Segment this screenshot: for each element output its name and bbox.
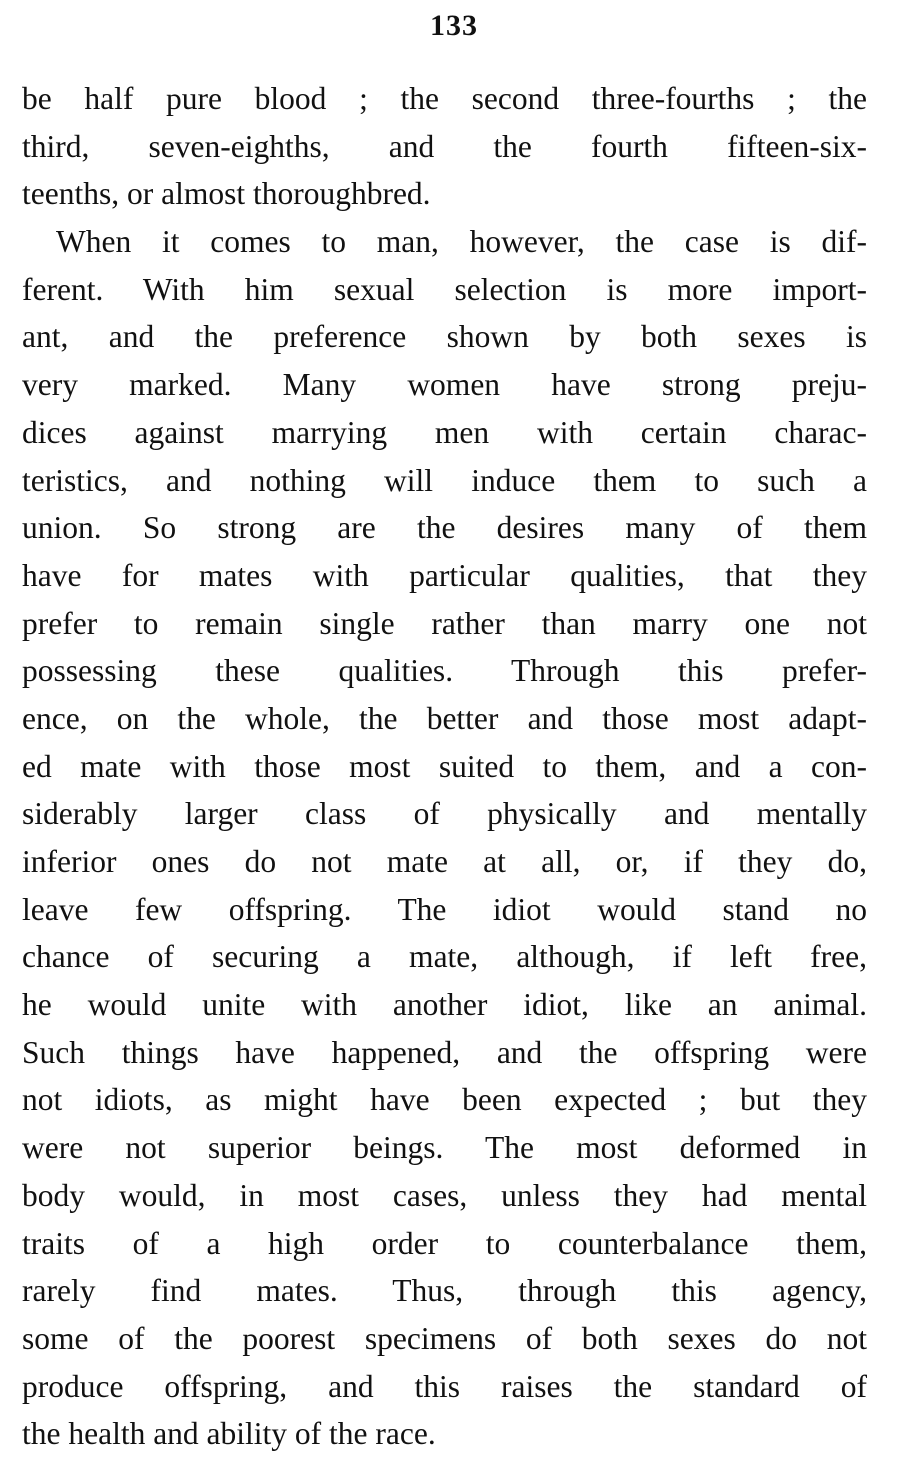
text-line: possessing these qualities. Through this prefer- <box>22 653 867 689</box>
text-line: teristics, and nothing will induce them to such a <box>22 462 867 498</box>
text-line: were not superior beings. The most deformed in <box>22 1130 867 1166</box>
text-line: ferent. With him sexual selection is more import- <box>22 271 867 307</box>
text-line: chance of securing a mate, although, if left free, <box>22 939 867 975</box>
text-line: be half pure blood ; the second three-fourths ; the <box>22 81 867 116</box>
text-line: ence, on the whole, the better and those most adapt- <box>22 700 867 736</box>
text-line: third, seven-eighths, and the fourth fifteen-six- <box>22 128 867 164</box>
text-line: teenths, or almost thoroughbred. <box>22 176 431 212</box>
text-line: Such things have happened, and the offspring were <box>22 1034 867 1070</box>
text-line: he would unite with another idiot, like an animal. <box>22 987 867 1023</box>
text-line: ant, and the preference shown by both sexes is <box>22 319 867 355</box>
page-number: 133 <box>430 9 478 42</box>
text-line: dices against marrying men with certain charac- <box>22 414 867 450</box>
text-line: body would, in most cases, unless they had mental <box>22 1177 867 1213</box>
text-line: prefer to remain single rather than marry one not <box>22 605 867 641</box>
text-line: siderably larger class of physically and mentally <box>22 796 867 832</box>
text-line: ed mate with those most suited to them, and a con- <box>22 748 867 784</box>
paragraph-1 <box>22 75 867 218</box>
text-line: very marked. Many women have strong preju- <box>22 367 867 403</box>
text-line: traits of a high order to counterbalance them, <box>22 1225 867 1261</box>
text-line: some of the poorest specimens of both sexes do not <box>22 1320 867 1356</box>
body-text <box>22 75 867 1458</box>
text-line: rarely find mates. Thus, through this agency, <box>22 1273 867 1309</box>
text-line: produce offspring, and this raises the standard of <box>22 1368 867 1404</box>
text-line: When it comes to man, however, the case is dif- <box>56 224 867 260</box>
text-line: have for mates with particular qualities, that they <box>22 557 867 593</box>
paragraph-2 <box>22 218 867 1458</box>
text-line: the health and ability of the race. <box>22 1416 436 1452</box>
text-line: inferior ones do not mate at all, or, if they do, <box>22 844 867 879</box>
text-line: union. So strong are the desires many of them <box>22 510 867 546</box>
text-line: not idiots, as might have been expected ; but they <box>22 1082 867 1118</box>
text-line: leave few offspring. The idiot would stand no <box>22 891 867 927</box>
